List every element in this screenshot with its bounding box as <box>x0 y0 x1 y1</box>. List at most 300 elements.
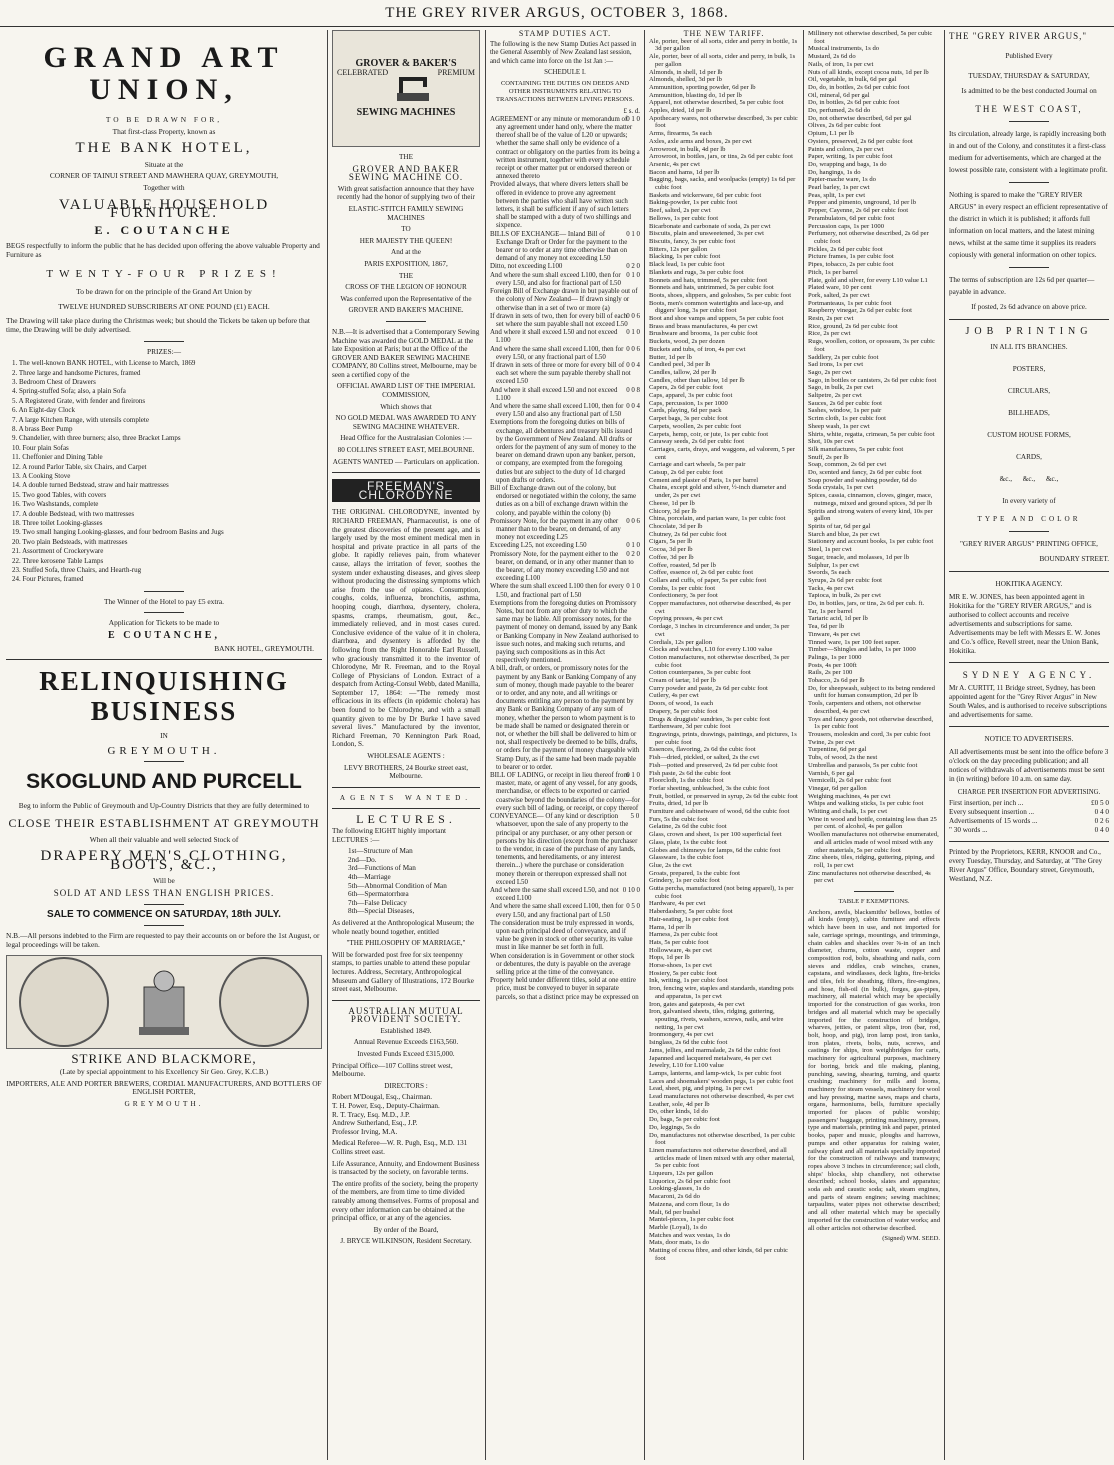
table-row <box>949 799 1109 808</box>
tariff-item: Spices, cassia, cinnamon, cloves, ginger, mace, nutmegs, mixed and ground spices, 3d per lb <box>808 492 933 507</box>
tariff-item: Fruit, bottled, or preserved in syrup, 2s 6d the cubic foot <box>649 792 798 800</box>
tariff-item: Hardware, 4s per cwt <box>649 900 706 908</box>
beg-text: Beg to inform the Public of Greymouth and Up-Country Districts that they are fully determined to <box>18 801 310 811</box>
divider <box>144 925 184 926</box>
tariff-item: Sugar, treacle, and molasses, 1d per lb <box>808 553 909 561</box>
shows: Which shows that <box>380 402 432 411</box>
tariff-item: Clocks and watches, L10 for every L100 value <box>649 646 773 654</box>
stamp-text: Foreign Bill of Exchange drawn in but payable out of the colony of New Zealand— If drawn singly or otherwise than in a set of two or more (a) <box>490 288 638 312</box>
tariff-item: Sago, in bulk, 2s per cwt <box>808 384 874 392</box>
stamp-entries <box>490 116 640 1002</box>
stamp-amount: 0 10 0 <box>622 886 640 894</box>
tariff-item: Earthenware, 3d per cubic foot <box>649 723 731 731</box>
tariff-item: Plated ware, 10 per cent <box>808 284 872 292</box>
tariff-item: Bonnets and hats, untrimmed, 3s per cubic foot <box>649 284 774 292</box>
divider <box>386 321 426 322</box>
schedule: SCHEDULE I. <box>544 68 586 76</box>
stamp-entry <box>490 600 640 666</box>
curtis-text: Mr A. CURTIT, 11 Bridge street, Sydney, has been appointed agent for the "Grey River Argus" in New South Wales, and is authorised to receive subscriptions and advertisements for same. <box>949 684 1107 719</box>
list-item: T. H. Power, Esq., Deputy-Chairman. <box>332 1102 440 1111</box>
tariff-item: Bitters, 12s per gallon <box>649 245 708 253</box>
tariff-item: Wine in wood and bottle, containing less than 25 per cent. of alcohol, 4s per gallon <box>808 815 937 831</box>
stamp-amount: 0 0 4 <box>626 361 640 369</box>
list-item: Robert M'Dougal, Esq., Chairman. <box>332 1093 433 1102</box>
masthead: THE GREY RIVER ARGUS, OCTOBER 3, 1868. <box>0 0 1114 27</box>
tariff-item: Engravings, prints, drawings, paintings, and pictures, 1s per cubic foot <box>649 730 797 746</box>
tariff-item: Mats, door mats, 1s do <box>649 1239 710 1247</box>
tariff-item: Coffee, essence of, 2s 6d per cubic foot <box>649 569 754 577</box>
tariff-item: Japanned and lacquered metalware, 4s per cwt <box>649 1054 772 1062</box>
tariff-item: Beef, salted, 2s per cwt <box>649 207 711 215</box>
tariff-item: Vinegar, 6d per gallon <box>808 784 867 792</box>
tariff-item: Vermicelli, 2s 6d per cubic foot <box>808 777 892 785</box>
tariff-title: THE NEW TARIFF. <box>683 30 765 38</box>
logo-bottom: SEWING MACHINES <box>356 106 456 118</box>
stamp-text: When consideration is in Government or other stock or debentures, the duty is payable on the average selling price at the time of the conveyance. <box>490 952 635 976</box>
tariff-item: Mantel-pieces, 1s per cubic foot <box>649 1216 734 1224</box>
tariff-item: Iron, fencing wire, staples and standards, standing pots and apparatus, 1s per cwt <box>649 985 794 1000</box>
table-row <box>949 817 1109 826</box>
containing: CONTAINING THE DUTIES ON DEEDS AND OTHER INSTRUMENTS RELATING TO TRANSACTIONS BETWEEN LIVING PERSONS. <box>496 80 634 104</box>
lectures-title: LECTURES. <box>356 812 456 827</box>
tariff-item: Hollowware, 4s per cwt <box>649 946 712 954</box>
column-rule <box>327 30 328 1460</box>
tariff-item: Jewelry, L10 for L100 value <box>649 1062 724 1070</box>
tariff-item: Zinc sheets, tiles, ridging, guttering, piping, and roll, 1s per cwt <box>808 854 935 869</box>
notice-title: NOTICE TO ADVERTISERS. <box>984 735 1074 743</box>
tariff-item: Saddlery, 2s per cubic foot <box>808 353 879 361</box>
column-argus <box>949 30 1109 1460</box>
tariff-item: Oysters, preserved, 2s 6d per cubic foot <box>808 137 913 145</box>
tariff-item: Candles, other than tallow, 1d per lb <box>649 376 745 384</box>
tariff-item: Liqueurs, 12s per gallon <box>649 1170 714 1178</box>
tariff-item: Biscuits, plain and unsweetened, 3s per cwt <box>649 230 764 238</box>
tariff-item: Twine, 2s per cwt <box>808 738 855 746</box>
stamp-entry <box>490 263 640 271</box>
at-label: And at the <box>391 248 421 257</box>
list-item: 8. A brass Beer Pump <box>12 424 73 433</box>
tariff-item: Palings, 1s per 1000 <box>808 653 862 661</box>
tariff-item: Haberdashery, 5s per cubic foot <box>649 908 733 916</box>
stamp-amount: 0 2 0 <box>626 263 640 271</box>
tariff-item: Resin, 2s per cwt <box>808 315 854 323</box>
tariff-item: Cordage, 3 inches in circumference and under, 3s per cwt <box>649 623 790 638</box>
stamp-entry <box>490 887 640 903</box>
tariff-item: Zinc manufactures not otherwise described, 4s per cwt <box>808 869 931 885</box>
will-be: Will be <box>153 876 175 886</box>
tariff-item: Rails, 2s per 100 <box>808 669 853 677</box>
stamp-amount: 5 0 <box>630 813 640 821</box>
imprint: Printed by the Proprietors, KERR, KNOOR and Co., every Tuesday, Thursday, and Saturday, at "The Grey River Argus" Office, Boundary street, Greymouth, Westland, N.Z. <box>949 848 1103 883</box>
tariff-item: Cement and plaster of Paris, 1s per barrel <box>649 476 759 484</box>
printing-office: "GREY RIVER ARGUS" PRINTING OFFICE, <box>960 540 1098 548</box>
list-item: 10. Four plain Sofas <box>12 443 69 452</box>
tariff-item: Hams, 1d per lb <box>649 923 692 931</box>
column-rule <box>644 30 645 1460</box>
lsd-header: £ s. d. <box>623 107 640 115</box>
exemptions-text: Anchors, anvils, blacksmiths' bellows, bottles of all kinds (empty), cabin furniture and effects which have been in use, and not imported for sale, carriage springs, mountings, and trimmings, chain cables and shackles over ⅝-in of an inch diameter, churns, cotton waste, copper and composition rod, bolts, sheathing and nails, corn sieves and riddles, crab winches, cranes, capstans, and windlasses, deck lights, fire-bricks and tiles, felt for sheathing, filters, fire-engines, and hose, fish-oil (in bulk), forges, gas-pipes, machinery, all material which may be specially imported for the construction of gas works, iron bridges and all material which may be specially imported for the construction of bridges, wharves, jetties, or patent slips, iron (bar, rod, bolt, hoop, and pig), iron lamp post, iron tanks, iron plates, rivets, bolts, nuts, screws, and castings for ships, iron weighbridges for carts, machinery for agricultural purposes, machinery for boring, brick and tile making, planing, punching, sawing, shearing, turning, and quartz crushing; machinery for mills and looms, machinery for steam vessels, machinery for wool and hay pressing, marine saws, maps and charts, organs, harmoniums, bells, furniture specially imported for places of public worship; passengers' baggage, printing machinery, presses, type and materials, printing ink and paper, printed books, paper and music, ploughs and harrows, pumps and other apparatus for raising water, railway plant and all materials specially imported for the construction of railways and tramways; ropes above 3 inches in circumference; sail cloth, ships' blocks, ship chandlery, not otherwise described; school books, slates and apparatus; soda ash and caustic soda; salt, steam engines, and parts of steam engines; sewing machines; tarpaulins, water pipes not otherwise described; and all other material which may be specially imported for the construction of water works; and all other articles not otherwise described. <box>808 908 940 1232</box>
stamp-amount: 0 5 0 <box>626 903 640 911</box>
tariff-item: Tubs, of wood, 2s the nest <box>808 754 878 762</box>
tariff-item: Maizena, and corn flour, 1s do <box>649 1200 730 1208</box>
column-stamp-duties <box>490 30 640 1460</box>
list-item: 5. A Registered Grate, with fender and fireirons <box>12 396 146 405</box>
list-item: 24. Four Pictures, framed <box>12 575 84 584</box>
tariff-item: Butter, 1d per lb <box>649 353 692 361</box>
property-intro: That first-class Property, known as <box>112 126 216 136</box>
tariff-item: Perambulators, 6d per cubic foot <box>808 214 895 222</box>
stamp-text: CONVEYANCE— Of any kind or description whatsoever, upon the sale of any property to the principal or any purchaser, or any other person or persons by his direction (except from the purchaser to the vendor, in case of the purchase of any lands, tenements, and hereditaments, or any interest therein...) where the purchase or consideration money therein or thereupon expressed shall not exceed L50 <box>490 813 638 886</box>
tariff-item: Sheep wash, 1s per cwt <box>808 422 870 430</box>
tariff-item: Collars and cuffs, of paper, 5s per cubic foot <box>649 576 767 584</box>
stamp-entry <box>490 387 640 403</box>
tariff-item: Catsup, 2s 6d per cubic foot <box>649 469 723 477</box>
tariff-item: Forfar sheeting, unbleached, 3s the cubic foot <box>649 784 770 792</box>
tariff-item: Lamps, lanterns, and lamp-wick, 1s per cubic foot <box>649 1069 782 1077</box>
prizes-label: PRIZES:— <box>146 346 182 356</box>
tariff-item: Ammunition, blasting do, 1d per lb <box>649 91 742 99</box>
tariff-item: Fish paste, 2s 6d the cubic foot <box>649 769 731 777</box>
tariff-item: Timber—Shingles and laths, 1s per 1000 <box>808 646 916 654</box>
stamp-entry <box>490 346 640 362</box>
tariff-item: Hair-seating, 1s per cubic foot <box>649 915 729 923</box>
stamp-entry <box>490 551 640 584</box>
tariff-item: Leather, sole, 4d per lb <box>649 1100 710 1108</box>
list-item: 2nd—Do. <box>348 855 377 864</box>
tariff-item: Caps, percussion, 1s per 1000 <box>649 399 728 407</box>
tariff-item: Almonds, shelled, 3d per lb <box>649 76 722 84</box>
divider <box>332 1000 480 1001</box>
list-item: 8th—Special Diseases, <box>348 907 415 916</box>
tariff-item: Harness, 2s per cubic foot <box>649 931 718 939</box>
levy: LEVY BROTHERS, 24 Bourke street east, Melbourne. <box>343 763 469 781</box>
tariff-item: Confectionery, 3s per foot <box>649 592 718 600</box>
stamp-entry <box>490 903 640 919</box>
boundary-street: BOUNDARY STREET. <box>1039 555 1109 563</box>
days: TUESDAY, THURSDAY & SATURDAY, <box>968 72 1090 80</box>
tariff-item: Cream of tartar, 1d per lb <box>649 677 716 685</box>
grover-baker-logo <box>332 30 480 147</box>
stamp-text: And where the same shall exceed L100, then for every L50, or any fractional part of L50 <box>490 345 624 361</box>
type-color: TYPE AND COLOR <box>977 515 1081 523</box>
tariff-item: Arrowroot, in bulk, 4d per lb <box>649 145 726 153</box>
tariff-item: Tinned ware, 1s per 100 feet super. <box>808 638 901 646</box>
tariff-item: Almonds, in shell, 1d per lb <box>649 68 723 76</box>
tariff-item: Pearl barley, 1s per cwt <box>808 184 870 192</box>
tariff-item: Caps, apparel, 3s per cubic foot <box>649 392 733 400</box>
stamp-text: Exceeding L25, not exceeding L50 <box>490 542 587 550</box>
stamp-text: And where the same shall exceed L50, and not exceed L100 <box>490 886 619 903</box>
tariff-item: Varnish, 6 per gal <box>808 769 855 777</box>
billheads: BILLHEADS, <box>1008 409 1050 417</box>
divider <box>144 591 184 592</box>
machine-icon <box>134 967 194 1037</box>
tariff-item: Bicarbonate and carbonate of soda, 2s per cwt <box>649 222 771 230</box>
list-item: 1st—Structure of Man <box>348 847 413 856</box>
tariff-item: Pipes, tobacco, 2s per cubic foot <box>808 261 894 269</box>
list-item: 2. Three large and handsome Pictures, framed <box>12 368 141 377</box>
close-establishment: CLOSE THEIR ESTABLISHMENT AT GREYMOUTH <box>8 816 320 830</box>
appointment: (Late by special appointment to his Excellency Sir Geo. Grey, K.C.B.) <box>59 1066 269 1076</box>
tariff-item: Do, do, in bottles, 2s 6d per cubic foot <box>808 83 910 91</box>
tariff-item: Jams, jellies, and marmalade, 2s 6d the cubic foot <box>649 1046 781 1054</box>
tariff-item: Paper, writing, 1s per cubic foot <box>808 153 893 161</box>
tariff-item: Essences, flavoring, 2s 6d the cubic foot <box>649 746 756 754</box>
tariff-item: Tinware, 4s per cwt <box>808 630 861 638</box>
tariff-list <box>808 30 940 885</box>
stamp-amount: 0 1 0 <box>626 115 640 123</box>
tariff-item: Biscuits, fancy, 3s per cubic foot <box>649 237 736 245</box>
divider <box>854 891 894 892</box>
tariff-item: Do, leggings, 5s do <box>649 1123 701 1131</box>
lectures-post: Will be forwarded post free for six teenpenny stamps, to parties unable to attend these popular lectures. Address, Secretary, Anthropological Museum and Gallery of Illustrations, 172 Bourke street east, Melbourne. <box>332 950 474 994</box>
tariff-item: Coffee, roasted, 5d per lb <box>649 561 716 569</box>
stamp-amount: 0 1 0 <box>626 271 640 279</box>
tariff-item: Isinglass, 2s 6d the cubic foot <box>649 1039 728 1047</box>
tariff-item: Do, perfumed, 2s 6d do <box>808 107 871 115</box>
tariff-item: Do, not otherwise described, 6d per gal <box>808 114 912 122</box>
stamp-text: Promissory Note, for the payment in any other manner than to the bearer, on demand, of any money not exceeding L25 <box>490 517 621 542</box>
freeman-text: THE ORIGINAL CHLORODYNE, invented by RICHARD FREEMAN, Pharmaceutist, is one of the greatest discoveries of the present age, and is largely used by the most eminent medical men in hospital and private practice in all parts of the globe. It rapidly relieves pain, from whatever cause, allays the irritation of fever, soothes the system under exhausting diseases, and gives sleep without producing the distressing symptoms which arise from the use of opiates. Consumption, coughs, colds, influenza, bronchitis, asthma, hooping cough, diarrhœa, dysentery, cholera, spasms, cramps, rheumatism, gout, &c., immediately relieved, and in most cases cured. Conclusive evidence of the value of it in cholera, diarrhœa, and dysentery is afforded by the following from the Right Honorable Earl Russell, who graciously transmitted it to the inventor of Chlorodyne, Mr R. Freeman, and to the Royal College of Physicians of London. Extract of a despatch from Acting-Consul Webb, dated Manilla, September 17, 1864: —"The remedy most efficacious in its effects (in epidemic cholera) has been found to be Chlorodyne, and with a small quantity given to me by Dr Burke I have saved several lives." Manufactured by the inventor, Richard Freeman, 70 Kennington Park Road, London, S. <box>332 508 480 749</box>
drawn-for: TO BE DRAWN FOR, <box>105 115 223 124</box>
stamp-text: Exemptions from the foregoing duties on bills of exchange, all debentures and treasury bills issued by the Government of New Zealand. All drafts or orders for the payment of any sum of money to the bearer on demand drawn upon any banker, person, or company, are exempted from the foregoing duties but are subject to the duty of 1d charged upon drafts or orders. <box>490 419 637 484</box>
tariff-item: Sauces, 2s 6d per cubic foot <box>808 399 882 407</box>
logo-left: CELEBRATED <box>337 67 389 77</box>
medal-icon <box>219 957 309 1047</box>
tariff-item: Opium, L1 per lb <box>808 130 854 138</box>
tariff-item: Candied peel, 3d per lb <box>649 361 711 369</box>
list-item: 16. Two Washstands, complete <box>12 500 99 509</box>
tariff-item: Do, other kinds, 1d do <box>649 1108 708 1116</box>
tariff-item: Bellows, 1s per cubic foot <box>649 214 719 222</box>
charge-amount: £0 5 0 <box>1091 799 1109 807</box>
divider <box>144 612 184 613</box>
tariff-item: Lead, sheet, pig, and piping, 1s per cwt <box>649 1085 753 1093</box>
stamp-text: BILLS OF EXCHANGE— Inland Bill of Exchange Draft or Order for the payment to the bearer or to order at any time otherwise than on demand of any money not exceeding L50 <box>490 230 628 263</box>
life-assurance: Life Assurance, Annuity, and Endowment Business is transacted by the society, on favorable terms. <box>332 1159 480 1177</box>
prize-medals-image <box>6 955 322 1049</box>
tariff-item: Gelatine, 2s 6d the cubic foot <box>649 823 727 831</box>
stamp-text: Property held under different titles, sold at one entire price, must be conveyed to buyer in separate parcels, so that a distinct price may be expressed on <box>490 977 639 1001</box>
tariff-item: Do, bags, 5s per cubic foot <box>649 1116 720 1124</box>
posted: If posted, 2s 6d advance on above price. <box>971 303 1087 311</box>
conferred: Was conferred upon the Representative of the <box>340 294 472 303</box>
tariff-item: Cotton manufactures, not otherwise described, 3s per cubic foot <box>649 653 790 669</box>
tariff-item: Paints and colors, 2s per cwt <box>808 145 884 153</box>
tariff-item: Carpets, woollen, 2s per cubic foot <box>649 422 742 430</box>
tariff-item: Tools, carpenters and others, not otherwise described, 4s per cwt <box>808 700 921 715</box>
tariff-item: Matting of cocoa fibre, and other kinds, 6d per cubic foot <box>649 1247 788 1262</box>
bank-hotel: THE BANK HOTEL, <box>75 140 253 157</box>
tariff-item: Buckets and tubs, of iron, 4s per cwt <box>649 345 746 353</box>
tariff-item: Cotton counterpanes, 3s per cubic foot <box>649 669 751 677</box>
stamp-entry <box>490 542 640 550</box>
tariff-item: Chutney, 2s 6d per cubic foot <box>649 530 727 538</box>
tariff-item: Stationery and account books, 1s per cubic foot <box>808 538 934 546</box>
published: Published Every <box>1005 52 1053 60</box>
table-row <box>949 826 1109 835</box>
signature-place: BANK HOTEL, GREYMOUTH. <box>214 643 314 653</box>
list-item: 9. Chandelier, with three burners; also, three Bracket Lamps <box>12 434 181 443</box>
terms: The terms of subscription are 12s 6d per quarter—payable in advance. <box>949 276 1095 296</box>
drapery-line: DRAPERY MEN'S CLOTHING, BOOTS, &C., <box>40 848 288 873</box>
tariff-item: Whips and walking sticks, 1s per cubic foot <box>808 800 924 808</box>
tariff-item: Tea, 6d per lb <box>808 623 845 631</box>
divider <box>949 841 1109 842</box>
tariff-item: Bonnets and hats, trimmed, 5s per cubic foot <box>649 276 768 284</box>
list-item: Professor Irving, M.A. <box>332 1127 398 1136</box>
divider <box>6 659 322 660</box>
stamp-amount: 0 1 0 <box>626 772 640 780</box>
tariff-item: Boots, shoes, slippers, and goloshes, 5s per cubic foot <box>649 291 792 299</box>
winner-note: The Winner of the Hotel to pay £5 extra. <box>103 596 225 606</box>
the-label-2: THE <box>399 271 413 280</box>
tariff-item: Cordials, 12s per gallon <box>649 638 712 646</box>
stamp-text: If drawn in sets of two, then for every bill of each set where the sum payable shall not exceed L50 <box>490 312 628 328</box>
tariff-item: Ironmongery, 4s per cwt <box>649 1031 714 1039</box>
prizes-list <box>6 359 322 585</box>
divider <box>1009 121 1049 122</box>
tariff-item: Malt, 6d per bushel <box>649 1208 701 1216</box>
tariff-item: Hosiery, 5s per cubic foot <box>649 969 717 977</box>
tariff-item: Tobacco, 2s 6d per lb <box>808 677 865 685</box>
tariff-item: Fruits, dried, 1d per lb <box>649 800 708 808</box>
hokitika-agency: HOKITIKA AGENCY. <box>995 580 1063 588</box>
tariff-item: Matches and wax vestas, 1s do <box>649 1231 731 1239</box>
admitted: Is admitted to be the best conducted Journal on <box>961 87 1097 95</box>
stamp-amount: 0 2 0 <box>626 550 640 558</box>
list-item: 14. A double turned Bedstead, straw and hair mattresses <box>12 481 169 490</box>
tariff-item: Boots, men's common watertights and lace-up, and diggers' long, 3s per cubic foot <box>649 299 784 315</box>
tariff-item: Glassware, 1s the cubic foot <box>649 854 724 862</box>
tariff-item: Baking-powder, 1s per cubic foot <box>649 199 738 207</box>
drawn-principle: To be drawn for on the principle of the Grand Art Union by <box>76 287 252 297</box>
corner-address: CORNER OF TAINUI STREET AND MAWHERA QUAY, GREYMOUTH, <box>49 171 279 181</box>
tariff-item: Arms, firearms, 5s each <box>649 130 712 138</box>
tariff-item: Woollen manufactures not otherwise enumerated, and all articles made of wool mixed with any other materials, 5s per cubic foot <box>808 831 939 854</box>
tariff-item: Nuts of all kinds, except cocoa nuts, 1d per lb <box>808 68 929 76</box>
tariff-item: Horse-shoes, 1s per cwt <box>649 962 712 970</box>
tariff-item: Apothecary wares, not otherwise described, 3s per cubic foot <box>649 114 798 130</box>
divider <box>1009 267 1049 268</box>
tariff-item: Brass and brass manufactures, 4s per cwt <box>649 322 758 330</box>
stamp-entry <box>490 231 640 264</box>
application-note: Application for Tickets to be made to <box>108 618 220 628</box>
stamp-entry <box>490 272 640 288</box>
list-item: 11. Cheffonier and Dining Table <box>12 453 103 462</box>
together: Together with <box>143 182 185 192</box>
tariff-item: Laces and shoemakers' wooden pegs, 1s per cubic foot <box>649 1077 794 1085</box>
list-item: 7. A large Kitchen Range, with utensils complete <box>12 415 149 424</box>
tariff-item: Bacon and hams, 1d per lb <box>649 168 720 176</box>
tariff-item: Spirits and strong waters of every kind, 10s per gallon <box>808 507 933 523</box>
charge-label: " 30 words ... <box>949 826 988 834</box>
tariff-item: Do, for sheepwash, subject to its being rendered unfit for human consumption, 2d per lb <box>808 684 935 700</box>
charges-table <box>949 799 1109 835</box>
column-tariff-continued <box>808 30 940 1460</box>
established: Established 1849. <box>380 1026 432 1035</box>
tariff-item: Caraway seeds, 2s 6d per cubic foot <box>649 438 745 446</box>
tariff-item: Umbrellas and parasols, 5s per cubic foot <box>808 761 918 769</box>
agents-wanted: AGENTS WANTED — Particulars on application. <box>332 457 480 466</box>
tariff-item: Globes and chimneys for lamps, 6d the cubic foot <box>649 846 781 854</box>
coutanche-name: E. COUTANCHE <box>94 222 234 237</box>
tariff-item: Liquorice, 2s 6d per cubic foot <box>649 1177 731 1185</box>
custom-house-forms: CUSTOM HOUSE FORMS, <box>987 431 1071 439</box>
stamp-amount: 0 0 6 <box>626 345 640 353</box>
by-order: By order of the Board, <box>373 1225 439 1234</box>
stamp-entry <box>490 813 640 887</box>
tariff-item: Arrowroot, in bottles, jars, or tins, 2s 6d per cubic foot <box>649 153 793 161</box>
stamp-entry <box>490 665 640 772</box>
tariff-item: Pitch, 1s per barrel <box>808 268 858 276</box>
stamp-entry <box>490 419 640 485</box>
tariff-item: Soap, common, 2s 6d per cwt <box>808 461 887 469</box>
tariff-item: Posts, 4s per 100ft <box>808 661 857 669</box>
directors-label: DIRECTORS : <box>384 1081 428 1090</box>
stamp-amount: 0 1 0 <box>626 583 640 591</box>
tariff-item: Apparel, not otherwise described, 5s per cubic foot <box>649 99 784 107</box>
tariff-item: Drugs & druggists' sundries, 3s per cubic foot <box>649 715 770 723</box>
list-item: 13. A Cooking Stove <box>12 471 71 480</box>
tariff-item: Do, in bottles, 2s 6d per cubic foot <box>808 99 900 107</box>
divider <box>332 808 480 809</box>
circulation: Its circulation, already large, is rapidly increasing both in and out of the Colony, and constitutes it a first-class medium for advertisements, which are charged at the lowest possible rate, consistent with a legitimate profit. <box>949 130 1108 174</box>
tariff-item: Curry powder and paste, 2s 6d per cubic foot <box>649 684 768 692</box>
tariff-item: Pepper, Cayenne, 2s 6d per cubic foot <box>808 207 909 215</box>
divider <box>949 662 1109 663</box>
column-rule <box>485 30 486 1460</box>
stamp-entry <box>490 313 640 329</box>
greymouth-label: GREYMOUTH. <box>107 744 221 757</box>
charge-amount: 0 4 0 <box>1094 808 1109 816</box>
list-item: 3. Bedroom Chest of Drawers <box>12 377 96 386</box>
tariff-item: Buckets, wood, 2s per dozen <box>649 338 725 346</box>
tariff-item: Syrups, 2s 6d per cubic foot <box>808 576 882 584</box>
divider <box>332 787 480 788</box>
tariff-item: Toys and fancy goods, not otherwise described, 1s per cubic foot <box>808 715 934 731</box>
tariff-item: Trousers, moleskin and cord, 3s per cubic foot <box>808 730 931 738</box>
exemptions-title: TABLE F EXEMPTIONS. <box>838 898 910 906</box>
stamp-amount: 0 1 0 <box>626 542 640 550</box>
tariff-item: Doors, of wood, 1s each <box>649 700 714 708</box>
stamp-amount: 0 0 4 <box>626 402 640 410</box>
elastic: ELASTIC-STITCH FAMILY SEWING MACHINES <box>348 204 464 222</box>
begs-text: BEGS respectfully to inform the public that he has decided upon offering the above valuable Property and Furniture as <box>6 241 320 259</box>
charge-head: CHARGE PER INSERTION FOR ADVERTISING. <box>957 789 1101 796</box>
divider <box>1009 182 1049 183</box>
tariff-item: Mustard, 2s 6d do <box>808 53 856 61</box>
tariff-item: Olives, 2s 6d per cubic foot <box>808 122 881 130</box>
stamp-entry <box>490 583 640 599</box>
tariff-item: Sad irons, 1s per cwt <box>808 361 864 369</box>
list-item: 19. Two small hanging Looking-glasses, and four bedroom Basins and Jugs <box>12 528 224 537</box>
tariff-item: Perfumery, not otherwise described, 2s 6d per cubic foot <box>808 230 929 245</box>
tariff-item: Silk manufactures, 5s per cubic foot <box>808 445 904 453</box>
tariff-item: Axles, axle arms and boxes, 2s per cwt <box>649 137 752 145</box>
tariff-item: Picture frames, 1s per cubic foot <box>808 253 894 261</box>
drawing-note: The Drawing will take place during the Christmas week; but should the Tickets be taken up before that time, the Drawing will be duly advertised. <box>6 316 310 334</box>
tariff-item: Millinery not otherwise described, 5s per cubic foot <box>808 30 933 45</box>
tariff-item: Nails, of iron, 1s per cwt <box>808 60 874 68</box>
tariff-item: Macaroni, 2s 6d do <box>649 1193 700 1201</box>
sold-line: SOLD AT AND LESS THAN ENGLISH PRICES. <box>53 887 275 898</box>
cross-legion: CROSS OF THE LEGION OF HONOUR <box>345 283 467 292</box>
tariff-item: Chicory, 3d per lb <box>649 507 697 515</box>
tariff-item: Sago, 2s per cwt <box>808 368 852 376</box>
tariff-item: Glass, crown and sheet, 1s per 100 superficial feet <box>649 831 782 839</box>
official-award: OFFICIAL AWARD LIST OF THE IMPERIAL COMMISSION, <box>336 382 476 400</box>
